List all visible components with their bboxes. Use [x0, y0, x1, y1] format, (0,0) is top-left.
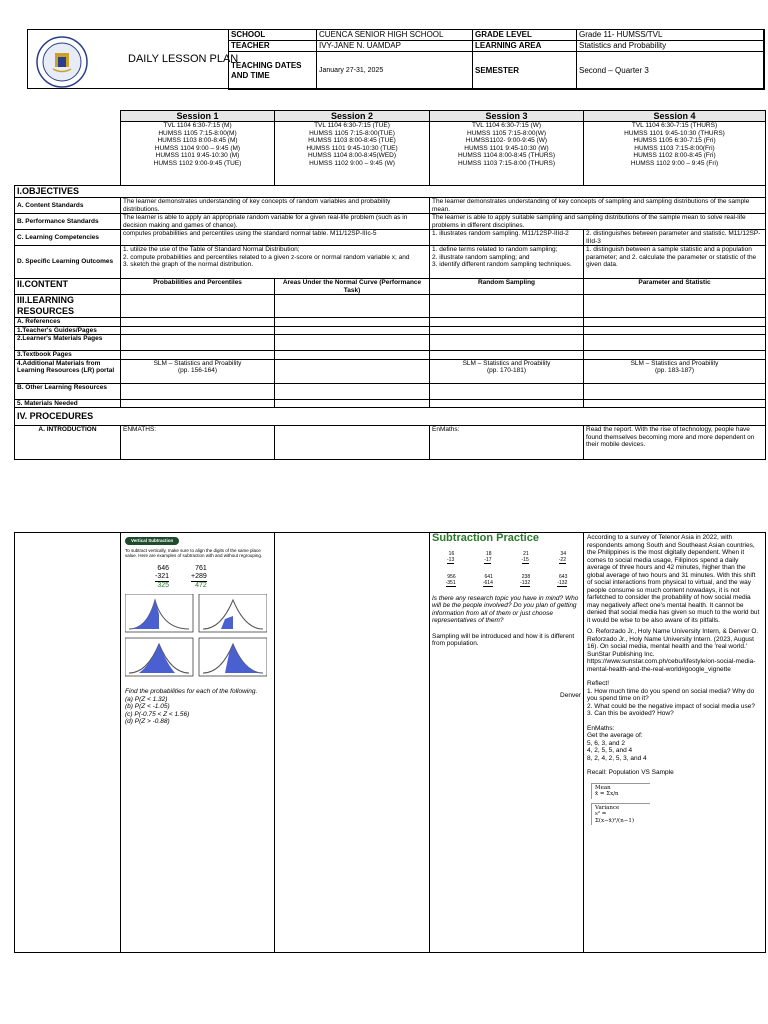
teachers-guide-label: 1.Teacher's Guides/Pages: [15, 326, 121, 335]
lesson-table: [14, 110, 766, 460]
normal-curve-d: [199, 638, 267, 676]
session-3-times: TVL 1104 6:30-7:15 (W) HUMSS 1105 7:15-8:00(W) HUMSS1102- 9:00-9:45 (W) HUMSS 1101 9:45-10:30 (W) HUMSS 1104 8:00-8:45 (THURS) HUMSS 1103 7:15-8:00 (THURS): [430, 122, 584, 186]
normal-curve-graphs: [125, 594, 267, 678]
session-2-times: TVL 1104 6:30-7:15 (TUE) HUMSS 1105 7:15-8:00(TUE) HUMSS 1103 8:00-8:45 (TUE) HUMSS 1101 9:45-10:30 (TUE) HUMSS 1104 8:00-8:45(WED) HUMSS 1102 9:00 – 9:45 (W): [275, 122, 430, 186]
sampling-intro: Sampling will be introduced and how it is different from population.: [432, 632, 575, 647]
reflect-questions: Reflect! 1. How much time do you spend on social media? Why do you spend time on it? 2. What could be the negative impact of social media use? 3. Can this be avoided? How?: [587, 680, 756, 717]
session-4-title: Session 4: [584, 111, 766, 122]
vs-example-b: 761 +289 472: [191, 564, 207, 589]
references-label: A. References: [15, 318, 121, 327]
textbook-label: 3.Textbook Pages: [15, 351, 121, 360]
content-session-2: Areas Under the Normal Curve (Performance Task): [275, 279, 430, 295]
mean-formula-box: Mean x̄ = Σx/n: [591, 783, 650, 799]
normal-curve-b: [199, 594, 267, 632]
intro-session-1: ENMATHS:: [121, 426, 275, 460]
content-session-1: Probabilities and Percentiles: [121, 279, 275, 295]
normal-curve-a: [125, 594, 193, 632]
session-4-activity: [584, 533, 766, 953]
header-table: [228, 29, 765, 90]
report-text: According to a survey of Telenor Asia in 2022, with respondents among South and Southeast Asian countries, the Philippines is the most digitally dependent. When it comes to social media usage, Filipinos spend a daily average of three hours and 42 minutes, higher than the global average of two hours and 31 minutes. With this shift of social interactions from physical to virtual, and the way people consume so much content nowadays, it is not farfetched to consider the probability of how social media may negatively affect one's mental health. It cannot be denied that social media has given so much to the world but it would be wise to be also aware of its pitfalls.: [587, 534, 760, 624]
teacher-value: IVY-JANE N. UAMDAP: [317, 41, 473, 52]
header-block: [27, 29, 764, 89]
school-value: CUENCA SENIOR HIGH SCHOOL: [317, 30, 473, 41]
competencies-4: 2. distinguishes between parameter and statistic. M11/12SP-IIId-3: [584, 230, 766, 246]
content-heading: II.CONTENT: [15, 279, 121, 295]
other-resources-label: B. Other Learning Resources: [15, 383, 121, 399]
session-4-times: TVL 1104 6:30-7:15 (THURS) HUMSS 1101 9:45-10:30 (THURS) HUMSS 1105 6:30-7:15 (Fri) HUMSS 1103 7:15-8:00(Fri) HUMSS 1102 8:00-8:45 (Fri) HUMSS 1102 9:00 – 9:45 (Fri): [584, 122, 766, 186]
performance-standards-b: The learner is able to apply suitable sampling and sampling distributions of the sample mean to solve real-life problems in different disciplines.: [430, 214, 766, 230]
procedures-heading: IV. PROCEDURES: [15, 408, 766, 426]
variance-formula-box: Variance s² = Σ(x−x̄)²/(n−1): [591, 803, 650, 826]
normal-curve-c: [125, 638, 193, 676]
enmaths-task: EnMaths: Get the average of: 5, 6, 3, and 2 4, 2, 5, 5, and 4 8, 2, 4, 2, 5, 3, and 4: [587, 724, 647, 762]
doc-title: DAILY LESSON PLAN: [128, 53, 239, 65]
vs-example-a: 646 -321 325: [155, 564, 170, 589]
dates-label: TEACHING DATES AND TIME: [229, 52, 317, 90]
school-label: SCHOOL: [229, 30, 317, 41]
session-1-title: Session 1: [121, 111, 275, 122]
research-question: Is there any research topic you have in mind? Who will be the people involved? Do you plan of getting information from all of them or just choose representatives of them?: [432, 594, 579, 624]
intro-session-4: Read the report. With the rise of technology, people have found themselves becoming more and more dependent on their mobile devices.: [584, 426, 766, 460]
performance-standards-a: The learner is able to apply an appropriate random variable for a given real-life problem (such as in decision making and games of chance).: [121, 214, 430, 230]
objectives-heading: I.OBJECTIVES: [15, 186, 766, 198]
vs-text: To subtract vertically, make sure to align the digits of the same place value. Here are examples of subtraction with and without regrouping.: [125, 547, 263, 558]
citation: O. Reforzado Jr., Holy Name University Intern, & Denver O. Reforzado Jr., Holy Name University Intern. (2023, August 16). On social media, mental health and the 'real world.' SunStar Publishing Inc. https://www.sunstar.com.ph/cebu/lifestyle/on-social-media-mental-health-and-the-real-world#google_vignette: [587, 628, 759, 673]
intro-session-3: EnMaths:: [430, 426, 584, 460]
lr-session-1: SLM – Statistics and Proability (pp. 156-164): [121, 359, 275, 383]
specific-outcomes-3: 1. define terms related to random sampling; 2. illustrate random sampling; and 3. identify different random sampling techniques.: [430, 246, 584, 279]
session-3-title: Session 3: [430, 111, 584, 122]
dates-value: January 27-31, 2025: [317, 52, 473, 90]
specific-outcomes-4: 1. distinguish between a sample statistic and a population parameter; and 2. calculate the parameter or statistic of the given data.: [584, 246, 766, 279]
performance-standards-label: B. Performance Standards: [15, 214, 121, 230]
practice-row-2: 956 -351 641 -614 238 -132 643 -132: [445, 573, 568, 586]
subtraction-practice-title: Subtraction Practice: [432, 532, 539, 544]
lr-portal-label: 4.Additional Materials from Learning Resources (LR) portal: [15, 359, 121, 383]
grade-label: GRADE LEVEL: [473, 30, 577, 41]
semester-value: Second – Quarter 3: [577, 52, 765, 90]
lr-session-3: SLM – Statistics and Proability (pp. 170-181): [430, 359, 584, 383]
vertical-subtraction-card: [125, 537, 270, 590]
specific-outcomes-a: 1. utilize the use of the Table of Standard Normal Distribution; 2. compute probabilities and percentiles related to a given z-score or normal random variable x; and 3. sketch the graph of the normal distribution.: [121, 246, 430, 279]
session-1-times: TVL 1104 6:30-7:15 (M) HUMSS 1105 7:15-8:00(M) HUMSS 1103 8:00-8:45 (M) HUMSS 1104 9:00 – 9:45 (M) HUMSS 1101 9:45-10:30 (M) HUMSS 1102 9:00-9:45 (TUE): [121, 122, 275, 186]
lr-session-4: SLM – Statistics and Proability (pp. 183-187): [584, 359, 766, 383]
content-standards-b: The learner demonstrates understanding of key concepts of sampling and sampling distributions of the sample mean.: [430, 198, 766, 214]
school-logo-icon: [36, 36, 88, 88]
introduction-label: A. INTRODUCTION: [15, 426, 121, 460]
materials-needed-label: 5. Materials Needed: [15, 399, 121, 408]
semester-label: SEMESTER: [473, 52, 577, 90]
competencies-3: 1. illustrates random sampling. M11/12SP-IIId-2: [430, 230, 584, 246]
competencies-a: computes probabilities and percentiles using the standard normal table. M11/12SP-IIIc-5: [121, 230, 430, 246]
find-probabilities: Find the probabilities for each of the following. (a) P(Z < 1.32) (b) P(Z < -1.05) (c) P(-0.75 < Z < 1.56) (d) P(Z > -0.88): [125, 688, 258, 725]
lesson-table-continued: [14, 532, 766, 953]
session-1-activity: [121, 533, 275, 953]
denver-label: Denver: [560, 691, 581, 699]
recall-label: Recall: Population VS Sample: [587, 769, 674, 776]
resources-heading: III.LEARNING RESOURCES: [15, 295, 121, 318]
content-standards-label: A. Content Standards: [15, 198, 121, 214]
specific-outcomes-label: D. Specific Learning Outcomes: [15, 246, 121, 279]
vs-title: Vertical Subtraction: [125, 537, 179, 545]
content-session-3: Random Sampling: [430, 279, 584, 295]
practice-row-1: 16 -13 18 -17 21 -15 34 -22: [447, 550, 566, 563]
session-2-title: Session 2: [275, 111, 430, 122]
grade-value: Grade 11- HUMSS/TVL: [577, 30, 765, 41]
content-session-4: Parameter and Statistic: [584, 279, 766, 295]
competencies-label: C. Learning Competencies: [15, 230, 121, 246]
area-label: LEARNING AREA: [473, 41, 577, 52]
session-3-activity: [430, 533, 584, 953]
area-value: Statistics and Probability: [577, 41, 765, 52]
teacher-label: TEACHER: [229, 41, 317, 52]
content-standards-a: The learner demonstrates understanding of key concepts of random variables and probability distributions.: [121, 198, 430, 214]
learners-materials-label: 2.Learner's Materials Pages: [15, 335, 121, 351]
